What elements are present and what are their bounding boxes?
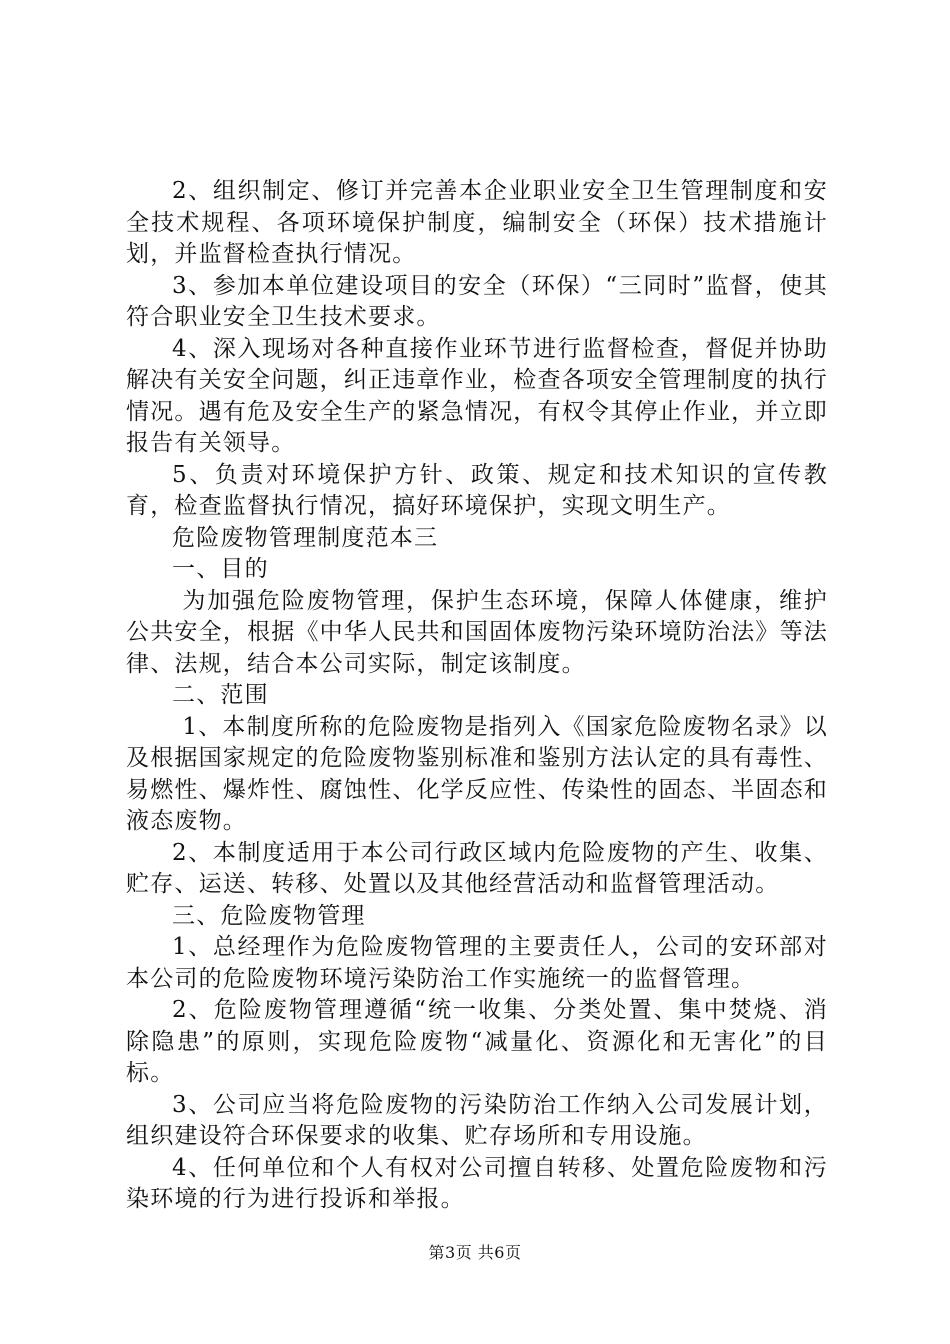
paragraph: 三、危险废物管理: [172, 902, 366, 929]
paragraph: 二、范围: [172, 682, 269, 708]
paragraph: 2、危险废物管理遵循“统一收集、分类处置、集中焚烧、消除隐患”的原则，实现危险废物“减量化、资源化和无害化”的目标。: [126, 997, 828, 1086]
paragraph: 4、任何单位和个人有权对公司擅自转移、处置危险废物和污染环境的行为进行投诉和举报。: [126, 1154, 828, 1212]
paragraph: 3、参加本单位建设项目的安全（环保）“三同时”监督，使其符合职业安全卫生技术要求。: [126, 272, 828, 330]
paragraph: 1、本制度所称的危险废物是指列入《国家危险废物名录》以及根据国家规定的危险废物鉴别标准和鉴别方法认定的具有毒性、易燃性、爆炸性、腐蚀性、化学反应性、传染性的固态、半固态和液态废物。: [126, 713, 828, 834]
paragraph: 2、组织制定、修订并完善本企业职业安全卫生管理制度和安全技术规程、各项环境保护制度，编制安全（环保）技术措施计划，并监督检查执行情况。: [126, 178, 828, 267]
paragraph: 危险废物管理制度范本三: [172, 524, 439, 551]
paragraph: 3、公司应当将危险废物的污染防治工作纳入公司发展计划，组织建设符合环保要求的收集、贮存场所和专用设施。: [126, 1091, 828, 1149]
page-footer: 第3页 共6页: [428, 1243, 522, 1262]
paragraph: 1、总经理作为危险废物管理的主要责任人，公司的安环部对本公司的危险废物环境污染防治工作实施统一的监督管理。: [126, 934, 828, 992]
document-body: [126, 176, 828, 1216]
paragraph: 一、目的: [172, 556, 269, 582]
paragraph: 4、深入现场对各种直接作业环节进行监督检查，督促并协助解决有关安全问题，纠正违章作业，检查各项安全管理制度的执行情况。遇有危及安全生产的紧急情况，有权令其停止作业，并立即报告有关领导。: [126, 335, 828, 456]
paragraph: 5、负责对环境保护方针、政策、规定和技术知识的宣传教育，检查监督执行情况，搞好环境保护，实现文明生产。: [126, 461, 828, 519]
paragraph: 为加强危险废物管理，保护生态环境，保障人体健康，维护公共安全，根据《中华人民共和国固体废物污染环境防治法》等法律、法规，结合本公司实际，制定该制度。: [126, 587, 828, 677]
paragraph: 2、本制度适用于本公司行政区域内危险废物的产生、收集、贮存、运送、转移、处置以及其他经营活动和监督管理活动。: [126, 839, 828, 897]
